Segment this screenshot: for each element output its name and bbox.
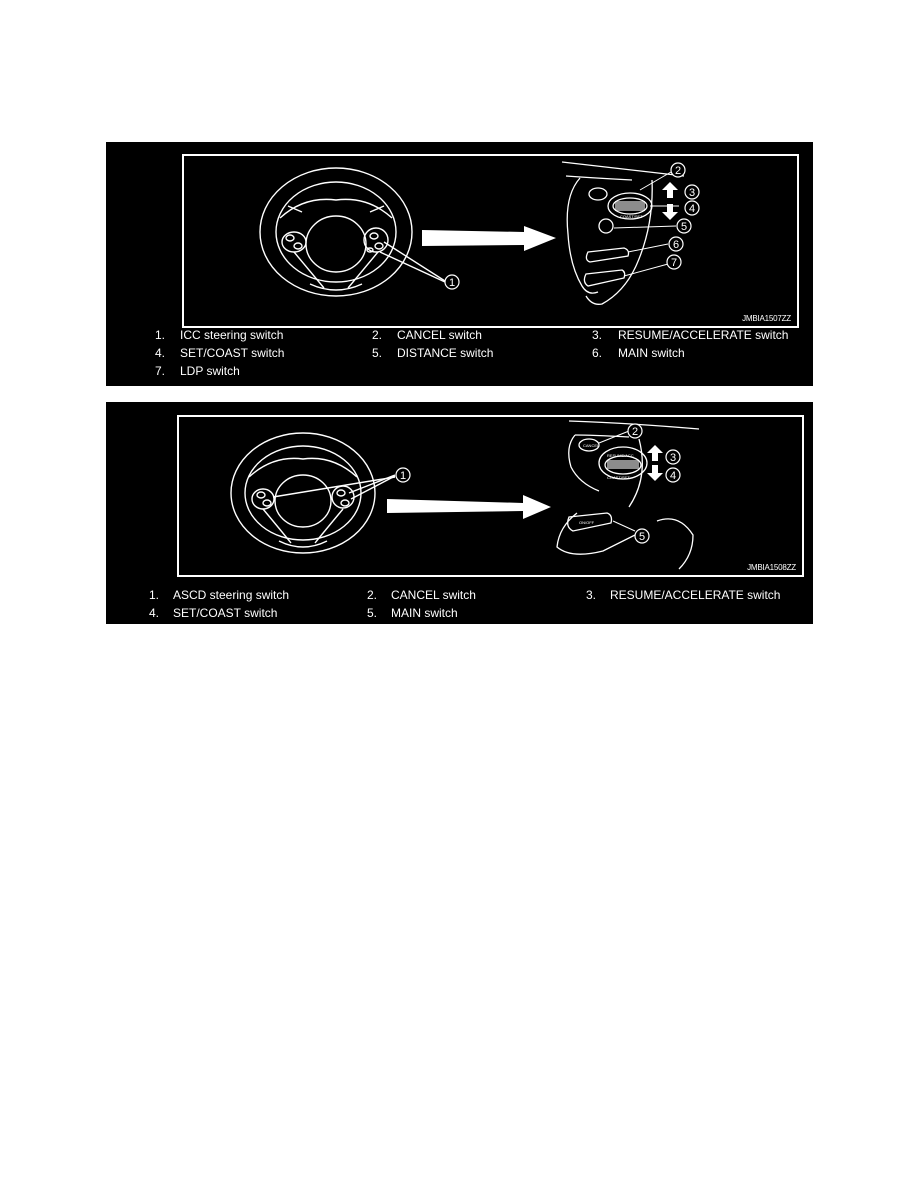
callout-1: 1 (448, 277, 456, 289)
callout-6: 6 (672, 239, 680, 251)
callout-5: 5 (680, 221, 688, 233)
legend-item: 6. MAIN switch (592, 346, 685, 360)
callout-7: 7 (670, 257, 678, 269)
callout-4: 4 (669, 470, 677, 482)
callout-2: 2 (631, 426, 639, 438)
legend-item: 4. SET/COAST switch (149, 606, 278, 620)
callout-5: 5 (638, 531, 646, 543)
figure-code: JMBIA1508ZZ (747, 563, 796, 572)
figure-code: JMBIA1507ZZ (742, 314, 791, 323)
legend-item: 1. ICC steering switch (155, 328, 284, 342)
legend-item: 5. DISTANCE switch (372, 346, 494, 360)
legend-item: 7. LDP switch (155, 364, 240, 378)
legend-item: 5. MAIN switch (367, 606, 458, 620)
cancel-button-text: CANCEL (583, 443, 600, 448)
legend (106, 402, 813, 624)
legend-item: 3. RESUME/ACCELERATE switch (592, 328, 789, 342)
legend-item: 4. SET/COAST switch (155, 346, 285, 360)
callout-3: 3 (688, 187, 696, 199)
svg-text:COAST/SET: COAST/SET (620, 214, 643, 219)
callout-4: 4 (688, 203, 696, 215)
main-button-text: ON/OFF (579, 520, 595, 525)
legend (106, 142, 813, 386)
callout-1: 1 (399, 470, 407, 482)
figure-icc-steering-switch (106, 142, 813, 386)
callout-3: 3 (669, 452, 677, 464)
set-button-text: COAST/SET (607, 475, 630, 480)
legend-item: 2. CANCEL switch (367, 588, 476, 602)
callout-2: 2 (674, 165, 682, 177)
figure-ascd-steering-switch (106, 402, 813, 624)
legend-item: 3. RESUME/ACCELERATE switch (586, 588, 781, 602)
legend-item: 2. CANCEL switch (372, 328, 482, 342)
legend-item: 1. ASCD steering switch (149, 588, 290, 602)
resume-button-text: RESUME/ACC (607, 453, 634, 458)
